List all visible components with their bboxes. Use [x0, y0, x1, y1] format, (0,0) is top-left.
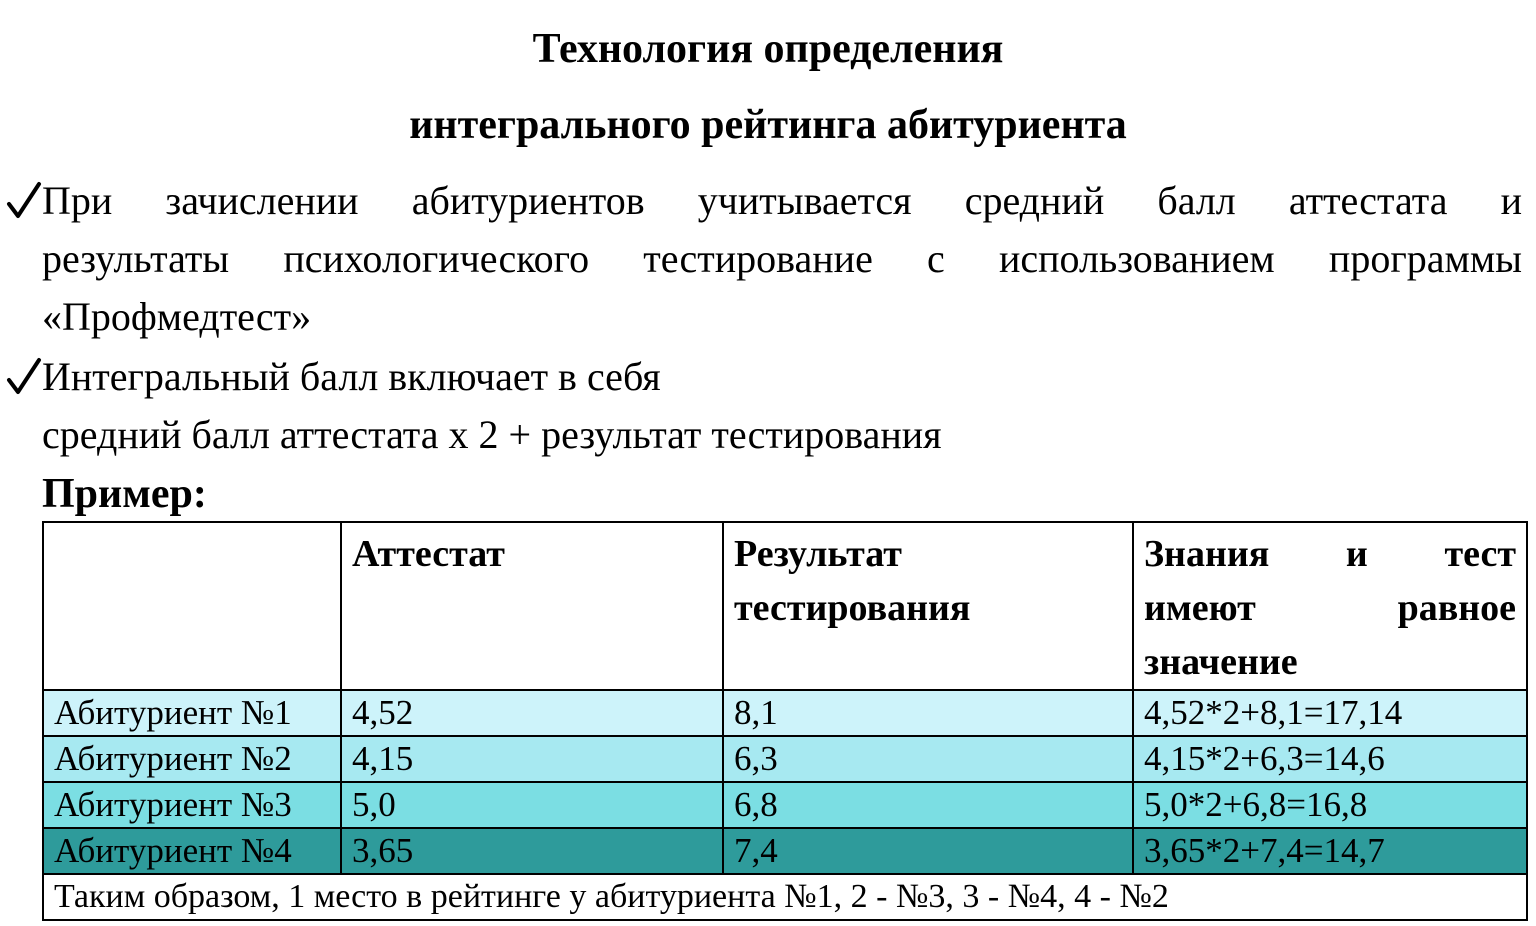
table-summary-row [43, 874, 1527, 920]
header-cell-test-result [723, 522, 1133, 690]
summary-cell: Таким образом, 1 место в рейтинге у абитуриента №1, 2 - №3, 3 - №4, 4 - №2 [43, 874, 1527, 920]
checkmark-icon [6, 172, 42, 230]
header-cell-equal-value [1133, 522, 1527, 690]
example-label: Пример: [42, 471, 207, 517]
page-title-line-2: интегрального рейтинга абитуриента [409, 102, 1127, 148]
table-row [43, 690, 1527, 736]
cell-test: 6,3 [723, 736, 1133, 782]
cell-applicant-name: Абитуриент №3 [43, 782, 341, 828]
header-line: Знания и тест [1144, 533, 1516, 575]
checkmark-icon [6, 348, 42, 406]
table-row [43, 828, 1527, 874]
header-line: Результат [734, 533, 902, 575]
cell-attestat: 4,15 [341, 736, 723, 782]
bullet-text [42, 348, 1522, 464]
cell-formula: 5,0*2+6,8=16,8 [1133, 782, 1527, 828]
cell-applicant-name: Абитуриент №1 [43, 690, 341, 736]
bullet-text [42, 172, 1522, 346]
table-row [43, 782, 1527, 828]
bullet-line: средний балл аттестата x 2 + результат тестирования [42, 412, 942, 457]
table-row [43, 736, 1527, 782]
bullet-line: «Профмедтест» [42, 294, 312, 339]
header-cell-attestat: Аттестат [341, 522, 723, 690]
bullet-line: результаты психологического тестирование с использованием программы [42, 236, 1522, 281]
bullet-line: Интегральный балл включает в себя [42, 354, 661, 399]
bullet-line: При зачислении абитуриентов учитывается средний балл аттестата и [42, 178, 1522, 223]
header-line: значение [1144, 641, 1298, 683]
cell-attestat: 4,52 [341, 690, 723, 736]
cell-test: 8,1 [723, 690, 1133, 736]
cell-formula: 3,65*2+7,4=14,7 [1133, 828, 1527, 874]
cell-applicant-name: Абитуриент №2 [43, 736, 341, 782]
page-title-line-1: Технология определения [532, 26, 1004, 72]
header-line: имеют равное [1144, 587, 1516, 629]
cell-attestat: 5,0 [341, 782, 723, 828]
header-cell-empty [43, 522, 341, 690]
cell-formula: 4,52*2+8,1=17,14 [1133, 690, 1527, 736]
cell-formula: 4,15*2+6,3=14,6 [1133, 736, 1527, 782]
table-header-row [43, 522, 1527, 690]
rating-table [42, 521, 1528, 921]
cell-test: 6,8 [723, 782, 1133, 828]
cell-attestat: 3,65 [341, 828, 723, 874]
cell-test: 7,4 [723, 828, 1133, 874]
cell-applicant-name: Абитуриент №4 [43, 828, 341, 874]
header-line: тестирования [734, 587, 971, 629]
